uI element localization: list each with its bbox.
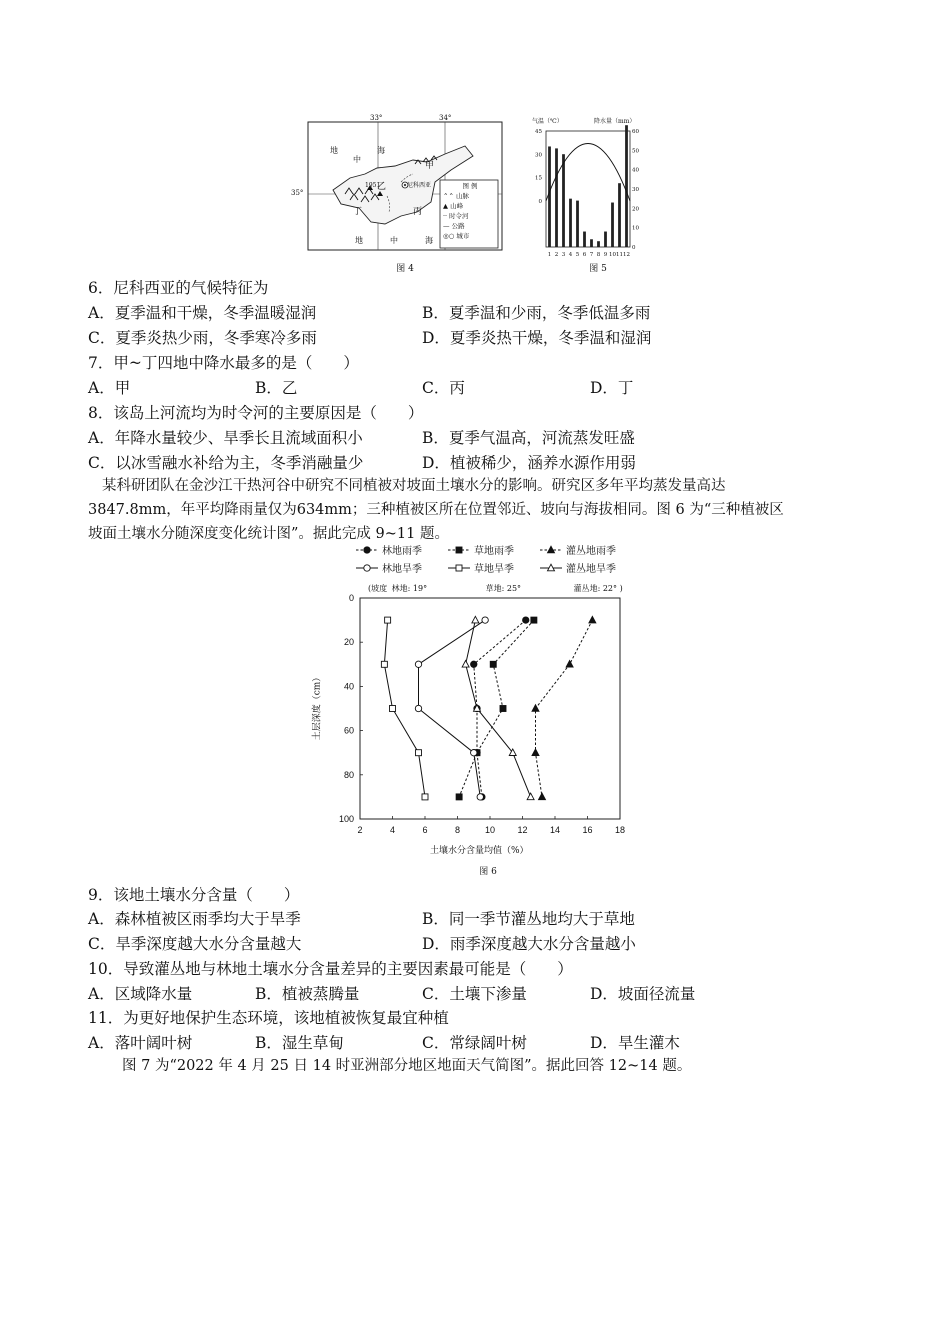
q7-option-d[interactable]: D．丁 xyxy=(590,379,634,397)
intro-line-1: 某科研团队在金沙江干热河谷中研究不同植被对坡面土壤水分的影响。研究区多年平均蒸发量高达 xyxy=(102,478,726,494)
road-icon: — xyxy=(443,222,452,230)
legend-item xyxy=(443,231,497,241)
legend-label: 草地旱季 xyxy=(474,564,514,575)
q6-option-c[interactable]: C．夏季炎热少雨，冬季寒冷多雨 xyxy=(88,329,317,347)
q11-option-d[interactable]: D．旱生灌木 xyxy=(590,1034,680,1052)
q9-option-b[interactable]: B．同一季节灌丛地均大于草地 xyxy=(422,910,635,928)
legend-item xyxy=(443,201,497,211)
x-tick-label: 10 xyxy=(484,825,496,835)
sea-label-bottom-2: 中 xyxy=(390,236,398,245)
place-bing: 丙 xyxy=(413,207,423,217)
x-tick-label: 12 xyxy=(517,825,528,835)
data-point xyxy=(390,706,396,712)
q9-option-c[interactable]: C．旱季深度越大水分含量越大 xyxy=(88,935,302,953)
month-tick: 2 xyxy=(554,252,559,258)
intro-paragraph xyxy=(88,474,868,546)
precip-bar xyxy=(611,203,614,247)
mountain-range-icon: ⌃⌃ xyxy=(443,192,456,200)
month-tick: 11 xyxy=(616,252,623,258)
data-point xyxy=(500,706,506,712)
y-axis-label: 土层深度（cm） xyxy=(312,672,323,741)
place-jia: 甲 xyxy=(425,161,435,171)
temp-tick: 0 xyxy=(538,198,542,205)
q8-option-d[interactable]: D．植被稀少，涵养水源作用弱 xyxy=(422,454,636,472)
q9-option-a[interactable]: A．森林植被区雨季均大于旱季 xyxy=(88,910,301,928)
intro-line-3: 坡面土壤水分随深度变化统计图”。据此完成 9~11 题。 xyxy=(88,526,449,542)
figure-5-climate xyxy=(528,112,638,272)
precip-bar xyxy=(604,232,607,247)
x-tick-label: 6 xyxy=(422,825,428,835)
data-point xyxy=(364,547,370,553)
data-point xyxy=(456,565,462,571)
precip-tick: 10 xyxy=(632,225,639,232)
x-tick-label: 8 xyxy=(454,825,461,835)
legend-item xyxy=(443,191,497,201)
legend-label: 草地雨季 xyxy=(474,546,514,557)
x-tick-label: 16 xyxy=(582,825,593,835)
precip-bar xyxy=(590,239,593,247)
data-point xyxy=(482,617,488,623)
legend-label: 林地旱季 xyxy=(382,564,422,575)
x-axis-label: 土壤水分含量均值（%） xyxy=(430,846,529,856)
legend-label: 灌丛地雨季 xyxy=(566,546,616,557)
precip-bar xyxy=(618,183,621,247)
data-point xyxy=(490,661,496,667)
slope-forest: 林地: 19° xyxy=(391,584,428,593)
x-tick-label: 14 xyxy=(549,825,561,835)
precip-bar xyxy=(548,146,551,247)
data-point xyxy=(456,794,462,800)
slope-note-prefix: (坡度 xyxy=(368,584,388,593)
legend-label: 山峰 xyxy=(450,202,464,210)
slope-shrub: 灌丛地: 22° ) xyxy=(573,584,623,593)
data-point xyxy=(385,617,391,623)
q7-option-c[interactable]: C．丙 xyxy=(422,379,465,397)
month-tick: 5 xyxy=(575,252,580,258)
x-tick-label: 18 xyxy=(614,825,626,835)
x-tick-label: 2 xyxy=(357,825,363,835)
question-7-stem: 7．甲~丁四地中降水最多的是（ ） xyxy=(88,354,359,372)
question-10-stem: 10．导致灌丛地与林地土壤水分含量差异的主要因素最可能是（ ） xyxy=(88,960,573,978)
precip-bar xyxy=(555,148,558,247)
lat-35-label: 35° xyxy=(291,189,304,197)
precip-tick: 60 xyxy=(632,129,639,135)
climate-svg xyxy=(528,126,638,266)
data-point xyxy=(548,546,555,553)
y-tick-label: 100 xyxy=(338,814,354,824)
q8-option-a[interactable]: A．年降水量较少、旱季长且流域面积小 xyxy=(88,429,363,447)
legend-item xyxy=(443,221,497,231)
data-point xyxy=(456,547,462,553)
figure-6-caption: 图 6 xyxy=(479,867,497,877)
sea-label-top-2: 中 xyxy=(353,155,361,164)
sea-label-bottom-1: 地 xyxy=(355,236,363,245)
y-tick-label: 20 xyxy=(343,637,354,648)
q9-option-d[interactable]: D．雨季深度越大水分含量越小 xyxy=(422,935,636,953)
lon-34-label: 34° xyxy=(439,114,452,122)
question-9-stem: 9．该地土壤水分含量（ ） xyxy=(88,886,300,904)
q11-option-a[interactable]: A．落叶阔叶树 xyxy=(88,1034,193,1052)
q10-option-b[interactable]: B．植被蒸腾量 xyxy=(255,985,360,1003)
precip-bar xyxy=(625,125,628,247)
month-tick: 9 xyxy=(603,252,608,258)
legend-label: 灌丛地旱季 xyxy=(566,564,616,575)
temp-tick: 45 xyxy=(535,129,542,135)
precip-bar xyxy=(576,201,579,247)
data-point xyxy=(364,565,370,571)
x-tick-label: 4 xyxy=(389,825,396,835)
map-legend xyxy=(443,181,497,241)
precip-tick: 0 xyxy=(632,245,636,251)
slope-grass: 草地: 25° xyxy=(485,584,522,593)
city-icon: ◎○ xyxy=(443,232,457,240)
figure-4-map xyxy=(291,112,505,274)
precip-tick: 50 xyxy=(632,148,639,155)
precip-tick: 30 xyxy=(632,187,639,193)
data-point xyxy=(381,661,387,667)
q7-option-b[interactable]: B．乙 xyxy=(255,379,298,397)
month-tick: 12 xyxy=(623,252,630,258)
precip-bar xyxy=(562,154,565,247)
question-8-stem: 8．该岛上河流均为时令河的主要原因是（ ） xyxy=(88,404,424,422)
q11-option-b[interactable]: B．湿生草甸 xyxy=(255,1034,344,1052)
month-tick: 10 xyxy=(609,252,616,258)
legend-label: 时令河 xyxy=(448,212,469,220)
place-yi: 乙 xyxy=(377,182,387,192)
q8-option-b[interactable]: B．夏季气温高，河流蒸发旺盛 xyxy=(422,429,635,447)
precip-tick: 20 xyxy=(632,206,639,213)
q11-option-c[interactable]: C．常绿阔叶树 xyxy=(422,1034,527,1052)
peak-icon: ▲ xyxy=(443,202,451,210)
data-point xyxy=(523,617,529,623)
month-tick: 8 xyxy=(596,252,601,258)
outro-paragraph: 图 7 为“2022 年 4 月 25 日 14 时亚洲部分地区地面天气简图”。据此回答 12~14 题。 xyxy=(122,1058,692,1074)
q6-option-b[interactable]: B．夏季温和少雨，冬季低温多雨 xyxy=(422,304,651,322)
data-point xyxy=(531,617,537,623)
q10-option-d[interactable]: D．坡面径流量 xyxy=(590,985,696,1003)
data-point xyxy=(416,750,422,756)
month-tick: 4 xyxy=(568,252,573,258)
temp-tick: 15 xyxy=(535,175,542,182)
legend-item xyxy=(443,211,497,221)
city-nicosia: 尼科西亚 xyxy=(407,182,432,189)
month-tick: 7 xyxy=(589,252,594,258)
sea-label-bottom-3: 海 xyxy=(425,236,433,245)
q6-option-a[interactable]: A．夏季温和干燥，冬季温暖湿润 xyxy=(88,304,317,322)
q7-option-a[interactable]: A．甲 xyxy=(88,379,131,397)
legend-label: 城市 xyxy=(456,232,470,240)
legend-label: 公路 xyxy=(451,222,465,230)
slope-note xyxy=(368,583,623,594)
month-tick: 3 xyxy=(561,252,566,258)
legend-title: 图 例 xyxy=(462,182,478,190)
data-point xyxy=(415,661,421,667)
legend-label: 林地雨季 xyxy=(382,546,422,557)
data-point xyxy=(471,661,477,667)
q10-option-c[interactable]: C．土壤下渗量 xyxy=(422,985,527,1003)
y-tick-label: 40 xyxy=(343,681,354,692)
data-point xyxy=(471,750,477,756)
figure-6-chart xyxy=(312,540,640,880)
intro-line-2: 3847.8mm，年平均降雨量仅为634mm；三种植被区所在位置邻近、坡向与海拔相同。图 6 为“三种植被区 xyxy=(88,502,784,518)
y-tick-label: 0 xyxy=(348,593,354,603)
q6-option-d[interactable]: D．夏季炎热干燥，冬季温和湿润 xyxy=(422,329,652,347)
q8-option-c[interactable]: C．以冰雪融水补给为主，冬季消融量少 xyxy=(88,454,364,472)
temp-tick: 30 xyxy=(535,152,542,159)
y-tick-label: 60 xyxy=(343,725,354,736)
month-tick: 1 xyxy=(547,252,552,258)
figure-4-caption: 图 4 xyxy=(396,264,414,274)
lon-33-label: 33° xyxy=(370,114,383,122)
figure-5-caption: 图 5 xyxy=(589,264,607,274)
precip-bar xyxy=(569,199,572,247)
data-point xyxy=(422,794,428,800)
seasonal-river-icon: ┈ xyxy=(443,212,449,220)
y-tick-label: 80 xyxy=(343,769,354,780)
precip-bar xyxy=(597,241,600,247)
legend-label: 山脉 xyxy=(455,192,469,200)
data-point xyxy=(477,794,483,800)
question-11-stem: 11．为更好地保护生态环境，该地植被恢复最宜种植 xyxy=(88,1009,449,1027)
month-tick: 6 xyxy=(582,252,587,258)
place-ding: 丁 xyxy=(353,207,363,217)
precip-bar xyxy=(583,232,586,247)
temp-axis-label: 气温（℃） xyxy=(532,118,563,125)
sea-label-top-1: 地 xyxy=(330,146,338,155)
q10-option-a[interactable]: A．区域降水量 xyxy=(88,985,193,1003)
precip-tick: 40 xyxy=(632,167,639,174)
sea-label-top-3: 海 xyxy=(377,146,385,155)
peak-elevation: 1951 xyxy=(365,182,381,189)
precip-axis-label: 降水量（mm） xyxy=(594,118,636,125)
question-6-stem: 6．尼科西亚的气候特征为 xyxy=(88,279,269,297)
data-point xyxy=(415,705,421,711)
